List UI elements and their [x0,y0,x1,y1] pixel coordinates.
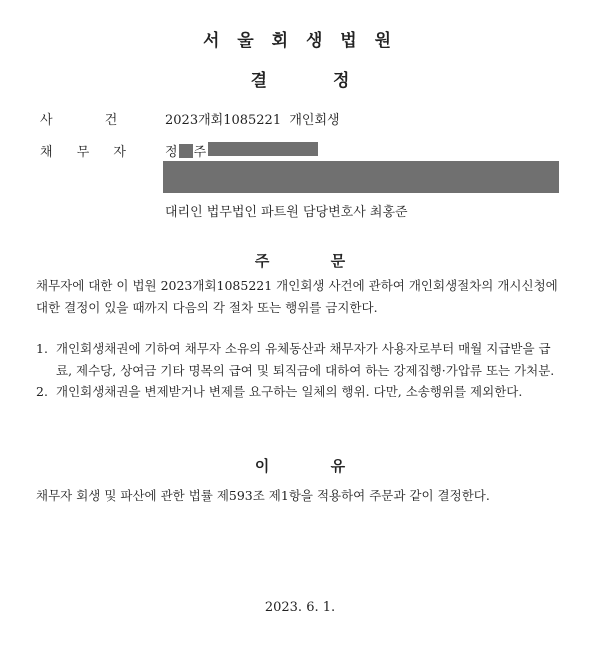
redaction-mark [179,144,193,158]
decision-date: 2023. 6. 1. [264,600,336,615]
list-item [36,381,564,403]
debtor-name-first: 정 [165,145,178,160]
debtor-label: 채 무 자 [40,145,126,160]
legal-representative: 대리인 법무법인 파트원 담당변호사 최홍준 [165,205,408,220]
list-item-text: 개인회생채권을 변제받거나 변제를 요구하는 일체의 행위. 다만, 소송행위를 제외한다. [56,384,523,399]
reason-paragraph: 채무자 회생 및 파산에 관한 법률 제593조 제1항을 적용하여 주문과 같이 결정한다. [36,488,490,503]
debtor-name-last: 주 [193,145,207,160]
debtor-name [165,141,206,160]
redacted-id-block [208,142,318,156]
reason-heading: 이 유 [254,457,346,475]
list-item-number: 2. [36,384,48,399]
document-title: 결 정 [250,71,350,91]
redacted-address-block [163,161,559,193]
list-item-number: 1. [36,341,48,356]
prohibited-acts-list [36,338,564,403]
list-item-text: 개인회생채권에 기하여 채무자 소유의 유체동산과 채무자가 사용자로부터 매월 지급받을 급료, 제수당, 상여금 기타 명목의 급여 및 퇴직금에 대하여 하는 강제집행·가압류 또는 가처분. [56,341,555,378]
order-heading: 주 문 [254,252,346,270]
court-name: 서 울 회 생 법 원 [202,31,398,51]
list-item [36,338,564,381]
order-intro-paragraph: 채무자에 대한 이 법원 2023개회1085221 개인회생 사건에 관하여 개인회생절차의 개시신청에 대한 결정이 있을 때까지 다음의 각 절차 또는 행위를 금지한다. [36,278,558,315]
case-number: 2023개회1085221 개인회생 [165,113,340,128]
case-label: 사 건 [40,113,118,128]
